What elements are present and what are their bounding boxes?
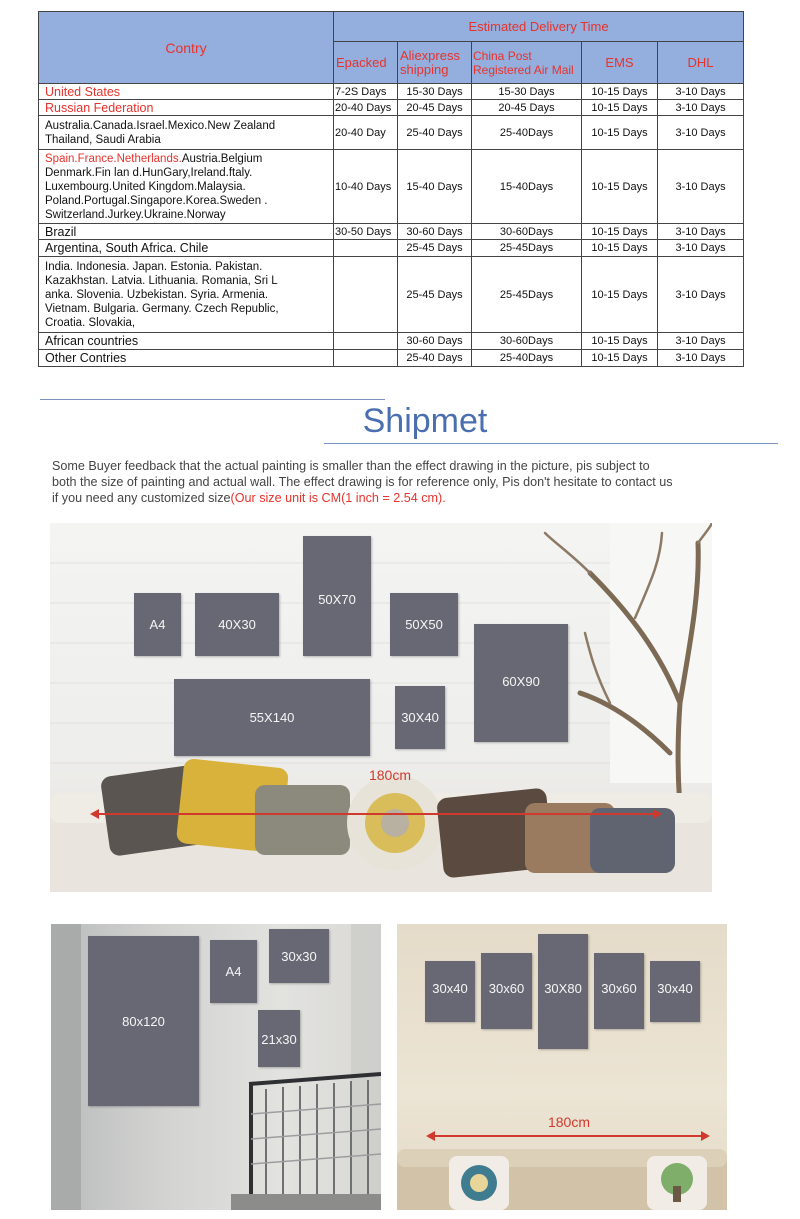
row-country	[39, 257, 334, 333]
cell-epacked: 20-40 Day	[334, 116, 398, 150]
frame-40x30: 40X30	[195, 593, 279, 656]
table-row	[39, 84, 744, 100]
staircase-size-demo	[51, 924, 381, 1210]
cell-epacked	[334, 333, 398, 350]
cell-epacked: 10-40 Days	[334, 150, 398, 224]
cell-dhl: 3-10 Days	[658, 84, 744, 100]
cell-ems: 10-15 Days	[582, 333, 658, 350]
header-epacked: Epacked	[334, 42, 398, 84]
header-ems: EMS	[582, 42, 658, 84]
cell-aliexpress: 25-40 Days	[398, 116, 472, 150]
cell-ems: 10-15 Days	[582, 84, 658, 100]
row-country: United States	[39, 84, 334, 100]
frame-30x40-right: 30x40	[650, 961, 700, 1022]
notice-line: both the size of painting and actual wall. The effect drawing is for reference only, Pis don't hesitate to contact us	[52, 475, 673, 489]
country-line: Poland.Portugal.Singapore.Korea.Sweden .	[45, 194, 268, 207]
cell-china-post: 30-60Days	[472, 224, 582, 240]
header-dhl: DHL	[658, 42, 744, 84]
table-row	[39, 350, 744, 367]
divider-line-top	[40, 399, 385, 400]
country-line-rest: Austria.Belgium	[181, 152, 263, 165]
country-line: Denmark.Fin lan d.HunGary,Ireland.ftaly.	[45, 166, 253, 179]
row-country: Other Contries	[39, 350, 334, 367]
cell-aliexpress: 15-30 Days	[398, 84, 472, 100]
cell-dhl: 3-10 Days	[658, 333, 744, 350]
cell-china-post: 15-30 Days	[472, 84, 582, 100]
frame-80x120: 80x120	[88, 936, 199, 1106]
size-unit-note: (Our size unit is CM(1 inch = 2.54 cm).	[230, 491, 446, 505]
header-country: Contry	[39, 12, 334, 84]
frame-30x40: 30X40	[395, 686, 445, 749]
table-row	[39, 224, 744, 240]
cell-aliexpress: 25-45 Days	[398, 257, 472, 333]
table-row	[39, 116, 744, 150]
cell-epacked: 7-2S Days	[334, 84, 398, 100]
cell-epacked: 20-40 Days	[334, 100, 398, 116]
cell-dhl: 3-10 Days	[658, 257, 744, 333]
frame-30x80: 30X80	[538, 934, 588, 1049]
row-country	[39, 150, 334, 224]
frame-30x60-right: 30x60	[594, 953, 644, 1029]
table-row	[39, 257, 744, 333]
cell-ems: 10-15 Days	[582, 116, 658, 150]
country-line: Kazakhstan. Latvia. Lithuania. Romania, Sri L	[45, 274, 278, 287]
beige-wall-size-demo	[397, 924, 727, 1210]
frame-50x70: 50X70	[303, 536, 371, 656]
delivery-time-table	[38, 11, 744, 367]
frame-30x60-left: 30x60	[481, 953, 532, 1029]
cell-ems: 10-15 Days	[582, 257, 658, 333]
header-china-post: China Post Registered Air Mail	[472, 42, 582, 84]
country-line: Luxembourg.United Kingdom.Malaysia.	[45, 180, 246, 193]
table-row	[39, 150, 744, 224]
cell-china-post: 25-40Days	[472, 350, 582, 367]
brick-wall-background	[50, 523, 712, 892]
cell-ems: 10-15 Days	[582, 224, 658, 240]
cell-dhl: 3-10 Days	[658, 240, 744, 257]
cell-china-post: 30-60Days	[472, 333, 582, 350]
shipment-title: Shipmet	[362, 402, 488, 440]
country-line	[45, 152, 333, 166]
header-estimated-delivery: Estimated Delivery Time	[334, 12, 744, 42]
cell-china-post: 25-45Days	[472, 257, 582, 333]
row-country: African countries	[39, 333, 334, 350]
country-line: Croatia. Slovakia,	[45, 316, 136, 329]
country-line: Switzerland.Jurkey.Ukraine.Norway	[45, 208, 226, 221]
country-red-prefix: Spain.France.Netherlands.	[45, 152, 182, 165]
frame-50x50: 50X50	[390, 593, 458, 656]
width-measure-label: 180cm	[368, 767, 412, 783]
size-notice	[52, 458, 752, 506]
frame-a4: A4	[210, 940, 257, 1003]
notice-line: Some Buyer feedback that the actual painting is smaller than the effect drawing in the picture, pis subject to	[52, 459, 650, 473]
cell-aliexpress: 25-45 Days	[398, 240, 472, 257]
cell-aliexpress: 30-60 Days	[398, 333, 472, 350]
country-line: anka. Slovenia. Uzbekistan. Syria. Armenia.	[45, 288, 269, 301]
width-measure-label: 180cm	[547, 1114, 591, 1130]
cell-ems: 10-15 Days	[582, 100, 658, 116]
cell-epacked: 30-50 Days	[334, 224, 398, 240]
living-room-size-demo	[50, 523, 712, 892]
country-line: India. Indonesia. Japan. Estonia. Pakistan.	[45, 260, 263, 273]
cell-china-post: 25-45Days	[472, 240, 582, 257]
frame-21x30: 21x30	[258, 1010, 300, 1067]
row-country: Brazil	[39, 224, 334, 240]
cell-ems: 10-15 Days	[582, 240, 658, 257]
notice-line	[52, 490, 752, 506]
row-country	[39, 116, 334, 150]
width-arrow	[426, 1130, 710, 1142]
country-line: Thailand, Saudi Arabia	[45, 133, 161, 146]
frame-55x140: 55X140	[174, 679, 370, 756]
row-country: Argentina, South Africa. Chile	[39, 240, 334, 257]
notice-line-text: if you need any customized size	[52, 491, 231, 505]
table-row	[39, 333, 744, 350]
cell-dhl: 3-10 Days	[658, 100, 744, 116]
cell-china-post: 20-45 Days	[472, 100, 582, 116]
cell-dhl: 3-10 Days	[658, 224, 744, 240]
cell-ems: 10-15 Days	[582, 350, 658, 367]
cell-aliexpress: 15-40 Days	[398, 150, 472, 224]
cell-epacked	[334, 257, 398, 333]
cell-aliexpress: 20-45 Days	[398, 100, 472, 116]
cell-aliexpress: 30-60 Days	[398, 224, 472, 240]
cell-dhl: 3-10 Days	[658, 150, 744, 224]
width-arrow	[90, 808, 662, 820]
cell-china-post: 15-40Days	[472, 150, 582, 224]
header-aliexpress: Aliexpress shipping	[398, 42, 472, 84]
country-line: Australia.Canada.Israel.Mexico.New Zealand	[45, 119, 276, 132]
country-line: Vietnam. Bulgaria. Germany. Czech Republic,	[45, 302, 279, 315]
cell-epacked	[334, 240, 398, 257]
cell-china-post: 25-40Days	[472, 116, 582, 150]
cell-epacked	[334, 350, 398, 367]
row-country: Russian Federation	[39, 100, 334, 116]
frame-60x90: 60X90	[474, 624, 568, 742]
frame-a4: A4	[134, 593, 181, 656]
frame-30x40-left: 30x40	[425, 961, 475, 1022]
divider-line-bottom	[324, 443, 778, 444]
table-row	[39, 240, 744, 257]
cell-ems: 10-15 Days	[582, 150, 658, 224]
cell-aliexpress: 25-40 Days	[398, 350, 472, 367]
cell-dhl: 3-10 Days	[658, 350, 744, 367]
cell-dhl: 3-10 Days	[658, 116, 744, 150]
frame-30x30: 30x30	[269, 929, 329, 983]
table-row	[39, 100, 744, 116]
